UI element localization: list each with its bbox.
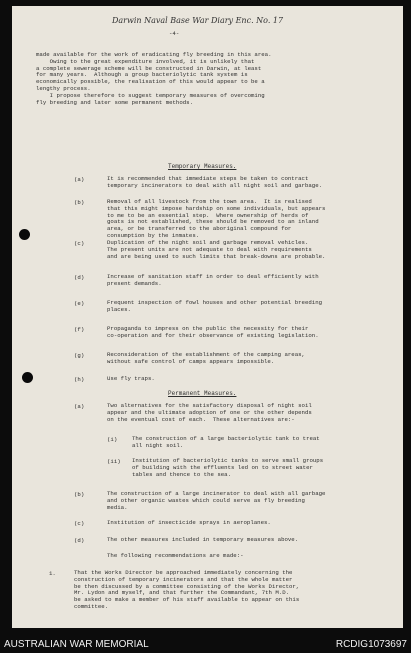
temporary-item-line: temporary incinerators to deal with all night soil and garbage. — [107, 181, 323, 189]
recommendations-intro: The following recommendations are made:- — [107, 552, 244, 559]
alternative-item-line: tables and thence to the sea. — [132, 470, 231, 478]
permanent-item-line: media. — [107, 503, 128, 511]
page-number: -4- — [169, 30, 180, 37]
permanent-item-label: (c) — [74, 520, 85, 527]
footer-id: RCDIG1073697 — [335, 639, 407, 650]
permanent-item-line: The other measures included in temporary measures above. — [107, 536, 299, 543]
temporary-item-line: present demands. — [107, 279, 162, 287]
intro-line: a complete sewerage scheme will be constructed in Darwin, at least — [36, 64, 262, 72]
temporary-item-label: (h) — [74, 376, 85, 383]
recommendation-line: construction of temporary incinerators and that the whole matter — [74, 575, 293, 583]
alternative-item-line: of building with the effluents led on to street water — [132, 463, 313, 471]
intro-line: for many years. Although a group bacteriolytic tank system is — [36, 71, 248, 79]
temporary-item-line: Reconsideration of the establishment of the camping areas, — [107, 351, 305, 358]
permanent-item-label: (d) — [74, 537, 85, 544]
temporary-heading: Temporary Measures. — [168, 163, 237, 170]
punch-hole — [22, 372, 33, 383]
alternative-item-label: (ii) — [107, 458, 121, 465]
temporary-item-line: that this might impose hardship on some individuals, but appears — [107, 204, 326, 212]
temporary-item-line: Propaganda to impress on the public the necessity for their — [107, 325, 309, 332]
temporary-item-line: without safe control of camps appears impossible. — [107, 357, 275, 365]
intro-line: I propose therefore to suggest temporary measures of overcoming — [36, 91, 265, 99]
recommendation-line: Mr. Lydon and myself, and that further the Commandant, 7th M.D. — [74, 589, 290, 597]
permanent-item-line: on the eventual cost of each. These alternatives are:- — [107, 415, 295, 423]
temporary-item-line: The present units are not adequate to deal with requirements — [107, 245, 312, 253]
temporary-item-label: (e) — [74, 300, 85, 307]
intro-line: made available for the work of eradicating fly breeding in this area. — [36, 51, 272, 58]
temporary-item-label: (b) — [74, 199, 85, 206]
temporary-item-label: (d) — [74, 274, 85, 281]
temporary-item-line: Duplication of the night soil and garbage removal vehicles. — [107, 239, 309, 246]
document-page — [12, 6, 403, 628]
temporary-item-line: places. — [107, 305, 131, 313]
recommendation-line: be asked to make a member of his staff available to appear on this — [74, 596, 300, 604]
temporary-item-line: Use fly traps. — [107, 375, 155, 382]
temporary-item-label: (f) — [74, 326, 85, 333]
permanent-item-line: Two alternatives for the satisfactory disposal of night soil — [107, 402, 312, 409]
recommendation-label: 1. — [49, 570, 56, 577]
temporary-item-line: to me to be an essential step. Where ownership of herds of — [107, 211, 309, 219]
permanent-item-label: (b) — [74, 491, 85, 498]
temporary-item-line: and are being used to such limits that break-downs are probable. — [107, 252, 326, 260]
temporary-item-line: It is recommended that immediate steps be taken to contract — [107, 175, 309, 182]
recommendation-line: committee. — [74, 603, 109, 610]
permanent-item-line: Institution of insecticide sprays in aeroplanes. — [107, 519, 271, 526]
intro-line: fly breeding and later some permanent methods. — [36, 98, 194, 106]
alternative-item-line: all night soil. — [132, 441, 184, 449]
footer — [0, 636, 411, 653]
recommendation-line: That the Works Director be approached immediately concerning the — [74, 569, 293, 576]
temporary-item-line: area, or be transferred to the aboriginal compound for — [107, 225, 292, 233]
punch-hole — [19, 229, 30, 240]
intro-line: lengthy process. — [36, 85, 91, 92]
temporary-item-line: co-operation and for their observance of existing legislation. — [107, 331, 319, 339]
temporary-item-line: Frequent inspection of fowl houses and other potential breeding — [107, 299, 323, 306]
temporary-item-line: Removal of all livestock from the town area. It is realised — [107, 198, 312, 205]
temporary-item-line: goats is not established, these should be removed to an inland — [107, 218, 319, 226]
temporary-item-line: Increase of sanitation staff in order to deal efficiently with — [107, 273, 319, 280]
permanent-item-label: (a) — [74, 403, 85, 410]
temporary-item-label: (c) — [74, 240, 85, 247]
recommendation-line: be then discussed by a committee consisting of the Works Director, — [74, 582, 300, 590]
footer-source: AUSTRALIAN WAR MEMORIAL — [4, 639, 149, 650]
intro-line: economically possible, the realisation of this would appear to be a — [36, 78, 265, 86]
temporary-item-label: (a) — [74, 176, 85, 183]
alternative-item-label: (i) — [107, 436, 118, 443]
permanent-item-line: The construction of a large incinerator to deal with all garbage — [107, 490, 326, 497]
permanent-heading: Permanent Measures. — [168, 390, 237, 397]
permanent-item-line: and other organic wastes which could serve as fly breeding — [107, 496, 305, 504]
temporary-item-label: (g) — [74, 352, 85, 359]
alternative-item-line: The construction of a large bacteriolytic tank to treat — [132, 435, 320, 442]
alternative-item-line: Institution of bacteriolytic tanks to serve small groups — [132, 457, 324, 464]
handwritten-annotation: Darwin Naval Base War Diary Enc. No. 17 — [112, 16, 284, 25]
permanent-item-line: appear and the ultimate adoption of one or the other depends — [107, 408, 312, 416]
temporary-item-line: consumption by the inmates. — [107, 232, 200, 239]
intro-line: Owing to the great expenditure involved, it is unlikely that — [36, 57, 255, 65]
